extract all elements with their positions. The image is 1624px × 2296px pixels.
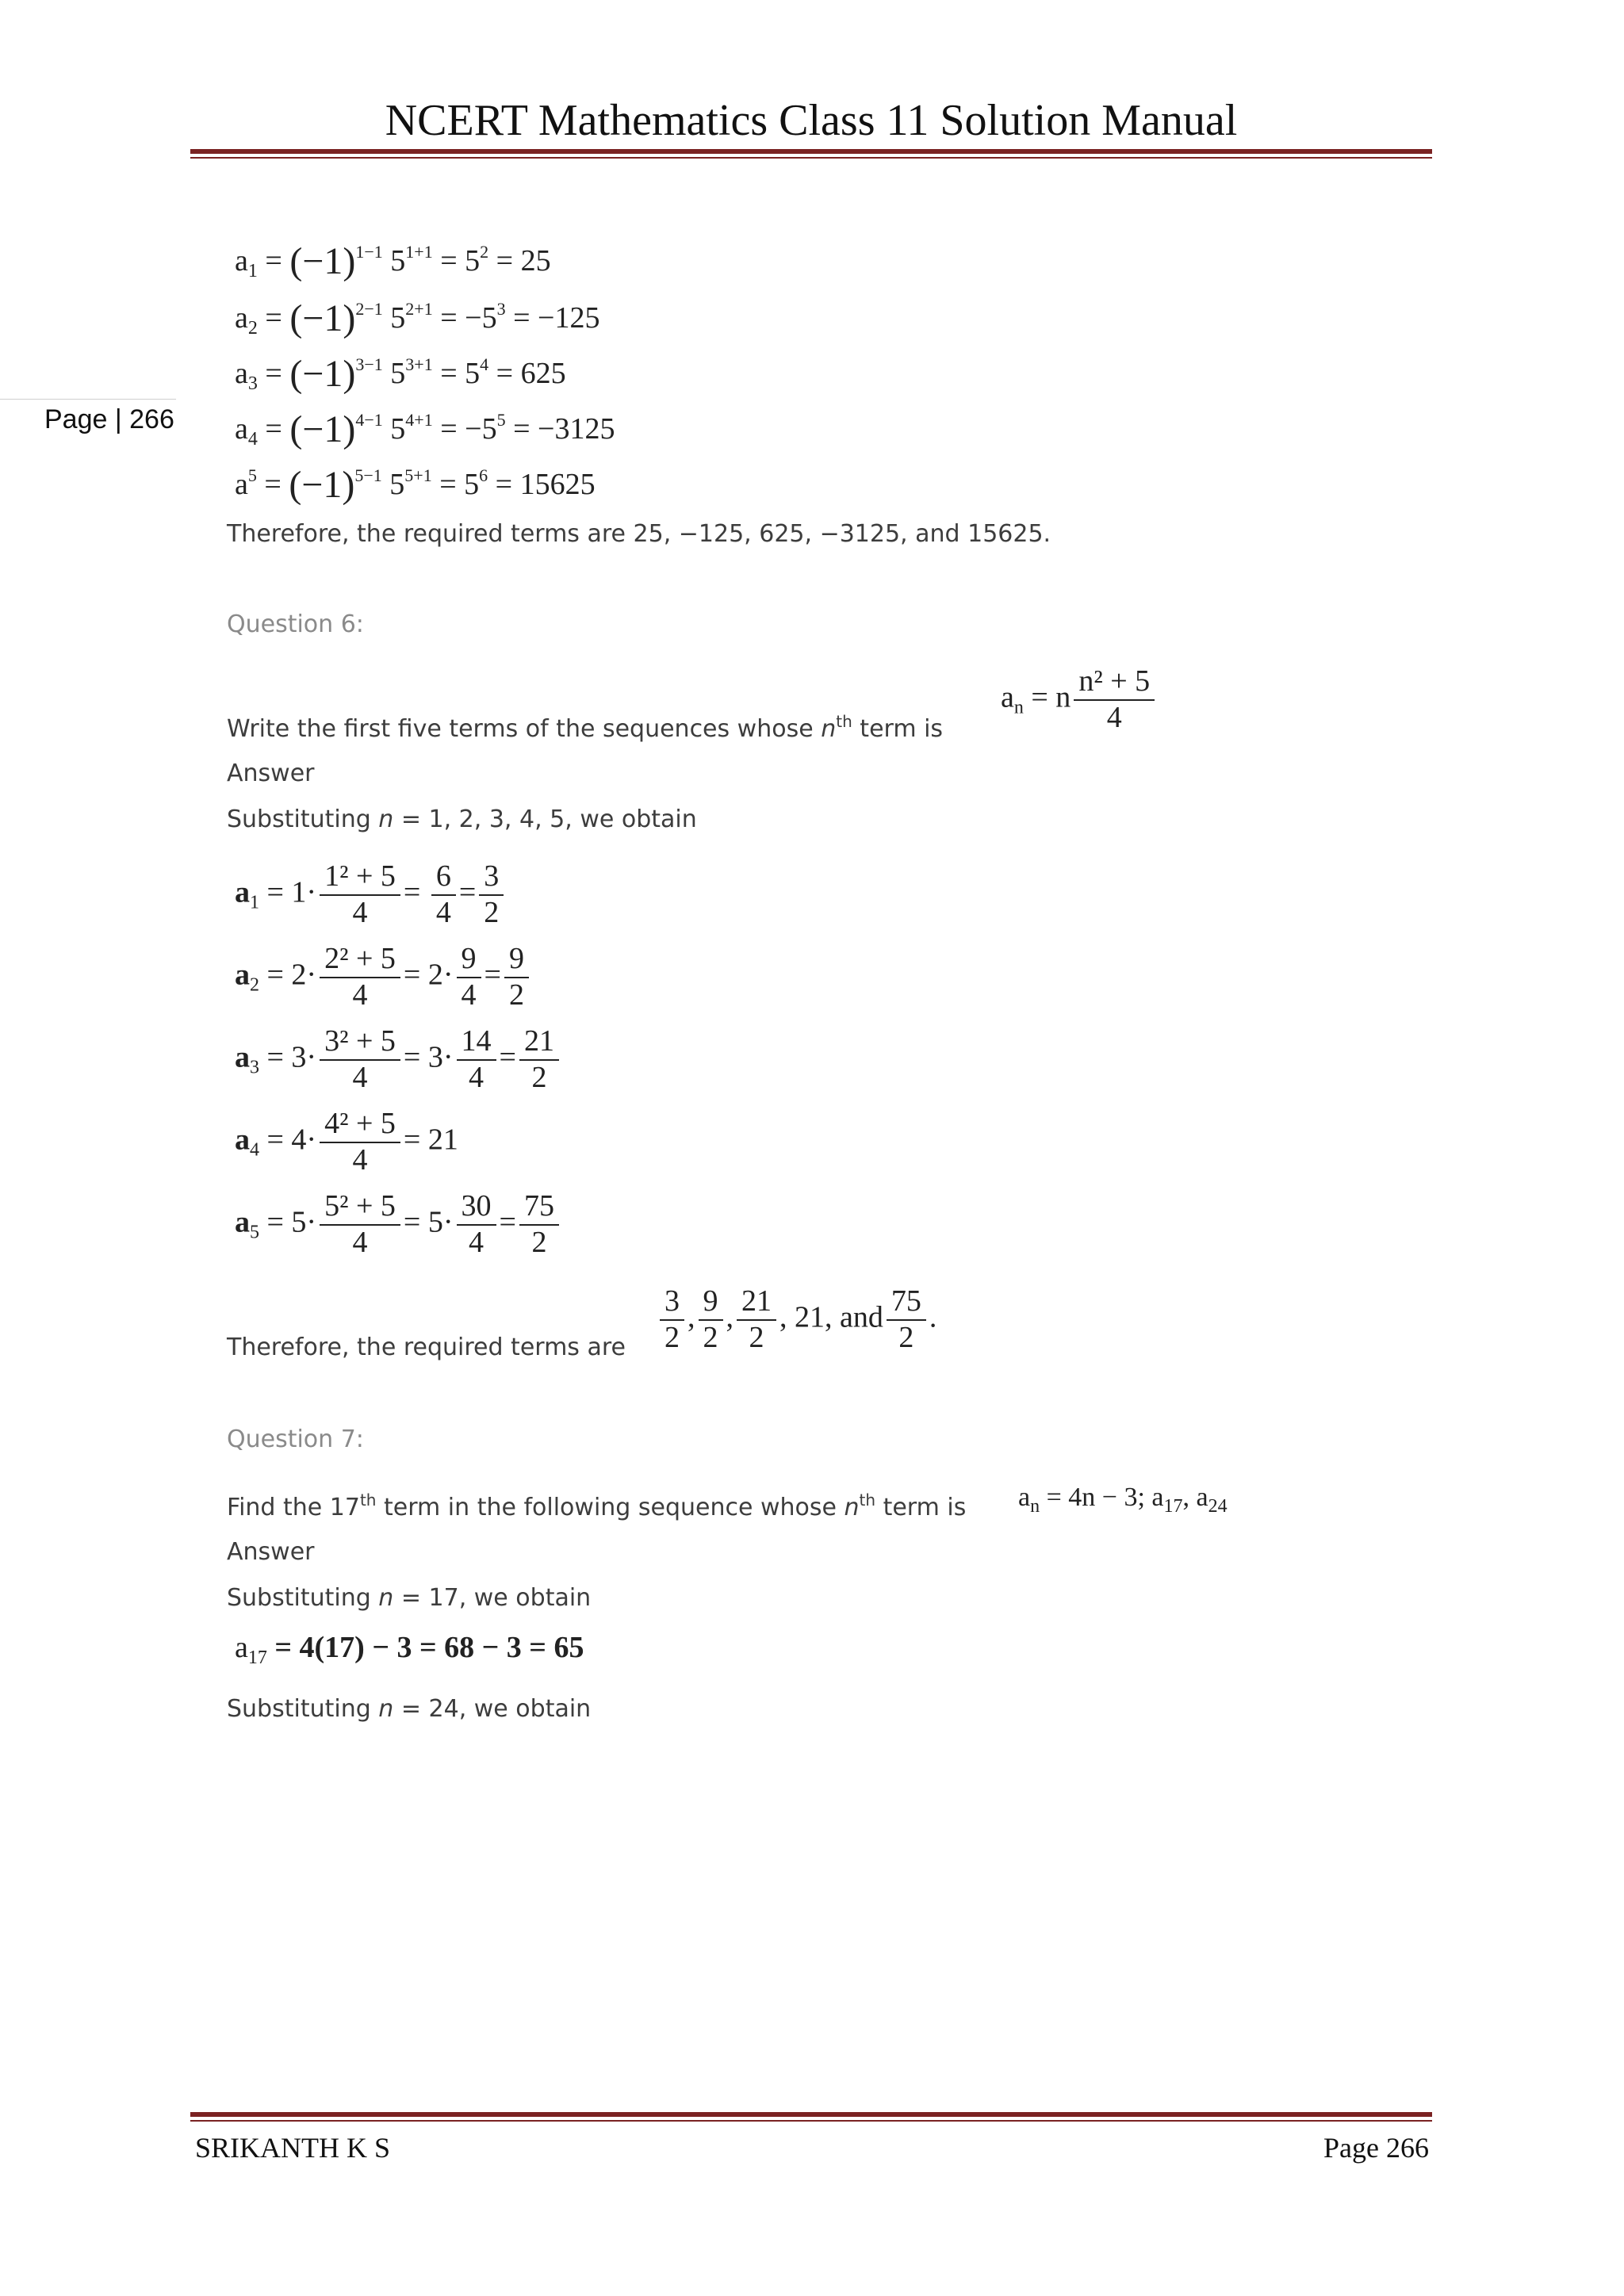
equals: =: [484, 958, 501, 992]
paren: (−1): [289, 297, 356, 339]
derivation-row: [235, 943, 532, 1012]
formula-lhs: a: [1001, 680, 1014, 714]
term-subscript: 4: [247, 429, 258, 450]
previous-conclusion: Therefore, the required terms are 25, −125, 625, −3125, and 15625.: [227, 520, 1051, 548]
numerator: 75: [887, 1286, 926, 1321]
numerator: 3: [479, 861, 504, 896]
exponent: 5: [496, 410, 506, 430]
question-7-prompt: [227, 1490, 966, 1521]
equals: = −5: [432, 412, 497, 446]
equals: = 2·: [259, 958, 317, 992]
paren: (−1): [289, 464, 355, 506]
formula-sub-24: 24: [1208, 1496, 1228, 1517]
prompt-text-end: term is: [875, 1494, 967, 1521]
result: = 21: [403, 1123, 458, 1157]
term-fraction: [320, 1191, 400, 1259]
subst-n: n: [378, 1584, 394, 1612]
numerator: 2² + 5: [320, 943, 400, 978]
result-fraction: [519, 1026, 559, 1094]
header-rule-thin: [190, 157, 1432, 159]
denominator: 4: [469, 1225, 485, 1259]
subst-text: Substituting: [227, 806, 379, 833]
denominator: 2: [531, 1060, 547, 1094]
base-five: 5: [382, 412, 406, 446]
question-6-heading: Question 6:: [227, 610, 364, 638]
intermediate-fraction: [457, 943, 481, 1012]
result: = 625: [488, 357, 566, 390]
formula-sub-17: 17: [1163, 1496, 1183, 1517]
prompt-th-2: th: [859, 1490, 876, 1510]
term-base: a: [235, 468, 248, 501]
exponent: 2−1: [355, 299, 383, 319]
numerator: 4² + 5: [320, 1108, 400, 1143]
term-base: a: [235, 357, 248, 390]
denominator: 4: [352, 895, 368, 929]
term-lhs: a: [235, 1040, 250, 1074]
numerator: 21: [519, 1026, 559, 1061]
term-separator: , 21, and: [779, 1300, 883, 1334]
term-base: a: [235, 244, 248, 277]
denominator: 4: [352, 1060, 368, 1094]
equals: = 2·: [403, 958, 454, 992]
header-rule: [190, 149, 1432, 154]
equals: = 5·: [403, 1205, 454, 1239]
term-fraction: [737, 1286, 776, 1354]
eq-lhs: a: [235, 1631, 248, 1664]
question-7-formula: [1018, 1483, 1228, 1517]
question-7-answer-label: Answer: [227, 1538, 315, 1566]
subst-text-end: = 1, 2, 3, 4, 5, we obtain: [393, 806, 697, 833]
equation-line: [235, 463, 596, 507]
intermediate-fraction: [457, 1191, 496, 1259]
exponent: 6: [479, 465, 488, 485]
base-five: 5: [382, 244, 406, 277]
numerator: 30: [457, 1191, 496, 1226]
formula-num: n² + 5: [1074, 666, 1155, 701]
base-five: 5: [381, 468, 405, 501]
equals: = 3·: [259, 1040, 317, 1074]
exponent: 2: [480, 242, 489, 262]
question-7-equation-17: [235, 1630, 584, 1669]
term-subscript: 2: [250, 974, 259, 996]
question-6-formula: [1001, 666, 1158, 734]
term-lhs: a: [235, 1123, 250, 1157]
prompt-th: th: [836, 712, 852, 731]
footer-rule-thin: [190, 2120, 1432, 2122]
denominator: 2: [749, 1320, 764, 1354]
formula-lhs: a: [1018, 1483, 1031, 1512]
formula-den: 4: [1106, 700, 1122, 734]
denominator: 2: [665, 1320, 680, 1354]
side-page-label: Page | 266: [44, 404, 174, 434]
term-lhs: a: [235, 875, 250, 909]
denominator: 2: [703, 1320, 718, 1354]
numerator: 6: [431, 861, 456, 896]
equals: =: [256, 468, 289, 501]
numerator: 1² + 5: [320, 861, 400, 896]
numerator: 75: [519, 1191, 559, 1226]
footer-author: SRIKANTH K S: [195, 2132, 391, 2164]
exponent: 1+1: [405, 242, 433, 262]
page-header-title: NCERT Mathematics Class 11 Solution Manual: [385, 96, 1238, 145]
footer-rule: [190, 2112, 1432, 2117]
exponent: 1−1: [355, 242, 383, 262]
term-base: a: [235, 412, 248, 446]
equals: = 4·: [259, 1123, 317, 1157]
equals: =: [257, 412, 290, 446]
result: = 15625: [488, 468, 596, 501]
base-five: 5: [382, 301, 406, 335]
subst-text: Substituting: [227, 1695, 379, 1723]
prompt-text: Write the first five terms of the sequences whose: [227, 715, 822, 743]
term-fraction: [887, 1286, 926, 1354]
equals: = 1·: [259, 875, 317, 909]
derivation-row: [235, 1026, 562, 1094]
exponent: 4+1: [405, 410, 433, 430]
term-subscript: 4: [250, 1139, 259, 1161]
exponent: 4−1: [355, 410, 383, 430]
subst-n: n: [378, 1695, 394, 1723]
formula-fraction: [1074, 666, 1155, 734]
equals: = 3·: [403, 1040, 454, 1074]
result: = −125: [505, 301, 600, 335]
term-fraction: [320, 1026, 400, 1094]
prompt-text-mid: term in the following sequence whose: [376, 1494, 845, 1521]
term-fraction: [320, 861, 400, 929]
equation-line: [235, 352, 566, 396]
term-superscript: 5: [247, 465, 257, 485]
denominator: 4: [469, 1060, 485, 1094]
exponent: 3+1: [405, 354, 433, 374]
denominator: 4: [352, 1225, 368, 1259]
exponent: 5+1: [404, 465, 432, 485]
paren: (−1): [289, 408, 356, 450]
equals: = 5: [432, 244, 481, 277]
subst-text: Substituting: [227, 1584, 379, 1612]
term-subscript: 2: [247, 318, 258, 339]
equation-line: [235, 408, 615, 451]
eq-lhs-sub: 17: [247, 1647, 267, 1668]
numerator: 3² + 5: [320, 1026, 400, 1061]
prompt-n: n: [844, 1494, 860, 1521]
numerator: 3: [660, 1286, 684, 1321]
formula-lhs-sub: n: [1030, 1496, 1040, 1517]
subst-text-end: = 17, we obtain: [393, 1584, 592, 1612]
term-base: a: [235, 301, 248, 335]
question-7-heading: Question 7:: [227, 1425, 364, 1453]
conclusion-text: Therefore, the required terms are: [227, 1334, 626, 1361]
equals: =: [458, 875, 477, 909]
equals: =: [499, 1205, 516, 1239]
intermediate-fraction: [457, 1026, 496, 1094]
denominator: 2: [508, 978, 524, 1012]
exponent: 3: [496, 299, 506, 319]
formula-sub: n: [1013, 697, 1024, 718]
subst-text-end: = 24, we obtain: [393, 1695, 592, 1723]
eq-rhs: = 4(17) − 3 = 68 − 3 = 65: [274, 1631, 584, 1664]
equals: = 5·: [259, 1205, 317, 1239]
formula-body: = 4n − 3; a: [1046, 1483, 1164, 1512]
denominator: 2: [531, 1225, 547, 1259]
numerator: 9: [504, 943, 529, 978]
base-five: 5: [382, 357, 406, 390]
derivation-row: [235, 861, 507, 929]
denominator: 2: [898, 1320, 914, 1354]
term-fraction: [699, 1286, 723, 1354]
denominator: 2: [484, 895, 500, 929]
term-subscript: 5: [250, 1222, 259, 1243]
prompt-th-1: th: [359, 1490, 377, 1510]
side-divider: [0, 399, 176, 400]
numerator: 21: [737, 1286, 776, 1321]
term-fraction: [660, 1286, 684, 1354]
exponent: 5−1: [354, 465, 382, 485]
result-fraction: [519, 1191, 559, 1259]
equation-line: [235, 239, 551, 283]
result: = −3125: [505, 412, 615, 446]
paren: (−1): [289, 353, 356, 395]
intermediate-fraction: [431, 861, 456, 929]
denominator: 4: [352, 1142, 368, 1177]
term-subscript: 1: [250, 892, 259, 913]
numerator: 5² + 5: [320, 1191, 400, 1226]
prompt-text-end: term is: [852, 715, 944, 743]
denominator: 4: [435, 895, 451, 929]
paren: (−1): [289, 240, 356, 282]
result-fraction: [479, 861, 504, 929]
prompt-text: Find the 17: [227, 1494, 360, 1521]
question-6-terms: [657, 1286, 936, 1354]
result: = 25: [488, 244, 551, 277]
question-6-conclusion: [227, 1334, 626, 1361]
equals: =: [403, 875, 428, 909]
equals: =: [499, 1040, 516, 1074]
numerator: 9: [457, 943, 481, 978]
term-separator: ,: [726, 1300, 733, 1334]
equals: = 5: [432, 357, 481, 390]
term-separator: ,: [688, 1300, 695, 1334]
denominator: 4: [352, 978, 368, 1012]
term-separator: .: [929, 1300, 937, 1334]
numerator: 14: [457, 1026, 496, 1061]
term-fraction: [320, 1108, 400, 1177]
term-subscript: 3: [247, 373, 258, 394]
denominator: 4: [461, 978, 477, 1012]
term-lhs: a: [235, 958, 250, 992]
equals: = −5: [432, 301, 497, 335]
numerator: 9: [699, 1286, 723, 1321]
question-7-substitution-24: [227, 1695, 591, 1723]
equals: =: [257, 244, 290, 277]
question-6-answer-label: Answer: [227, 760, 315, 787]
equals: =: [257, 357, 290, 390]
term-subscript: 3: [250, 1057, 259, 1078]
equals: =: [257, 301, 290, 335]
term-lhs: a: [235, 1205, 250, 1239]
prompt-n: n: [821, 715, 837, 743]
equation-line: [235, 297, 599, 340]
question-7-substitution-17: [227, 1584, 591, 1612]
exponent: 3−1: [355, 354, 383, 374]
formula-mid: , a: [1182, 1483, 1208, 1512]
term-fraction: [320, 943, 400, 1012]
result-fraction: [504, 943, 529, 1012]
question-6-substitution: [227, 806, 697, 833]
derivation-row: [235, 1191, 562, 1259]
question-6-prompt: [227, 712, 943, 743]
subst-n: n: [378, 806, 394, 833]
footer-page-number: Page 266: [1323, 2132, 1429, 2164]
derivation-row: [235, 1108, 458, 1177]
term-subscript: 1: [247, 261, 258, 281]
formula-eq: = n: [1031, 680, 1071, 714]
exponent: 4: [480, 354, 489, 374]
exponent: 2+1: [405, 299, 433, 319]
equals: = 5: [431, 468, 480, 501]
